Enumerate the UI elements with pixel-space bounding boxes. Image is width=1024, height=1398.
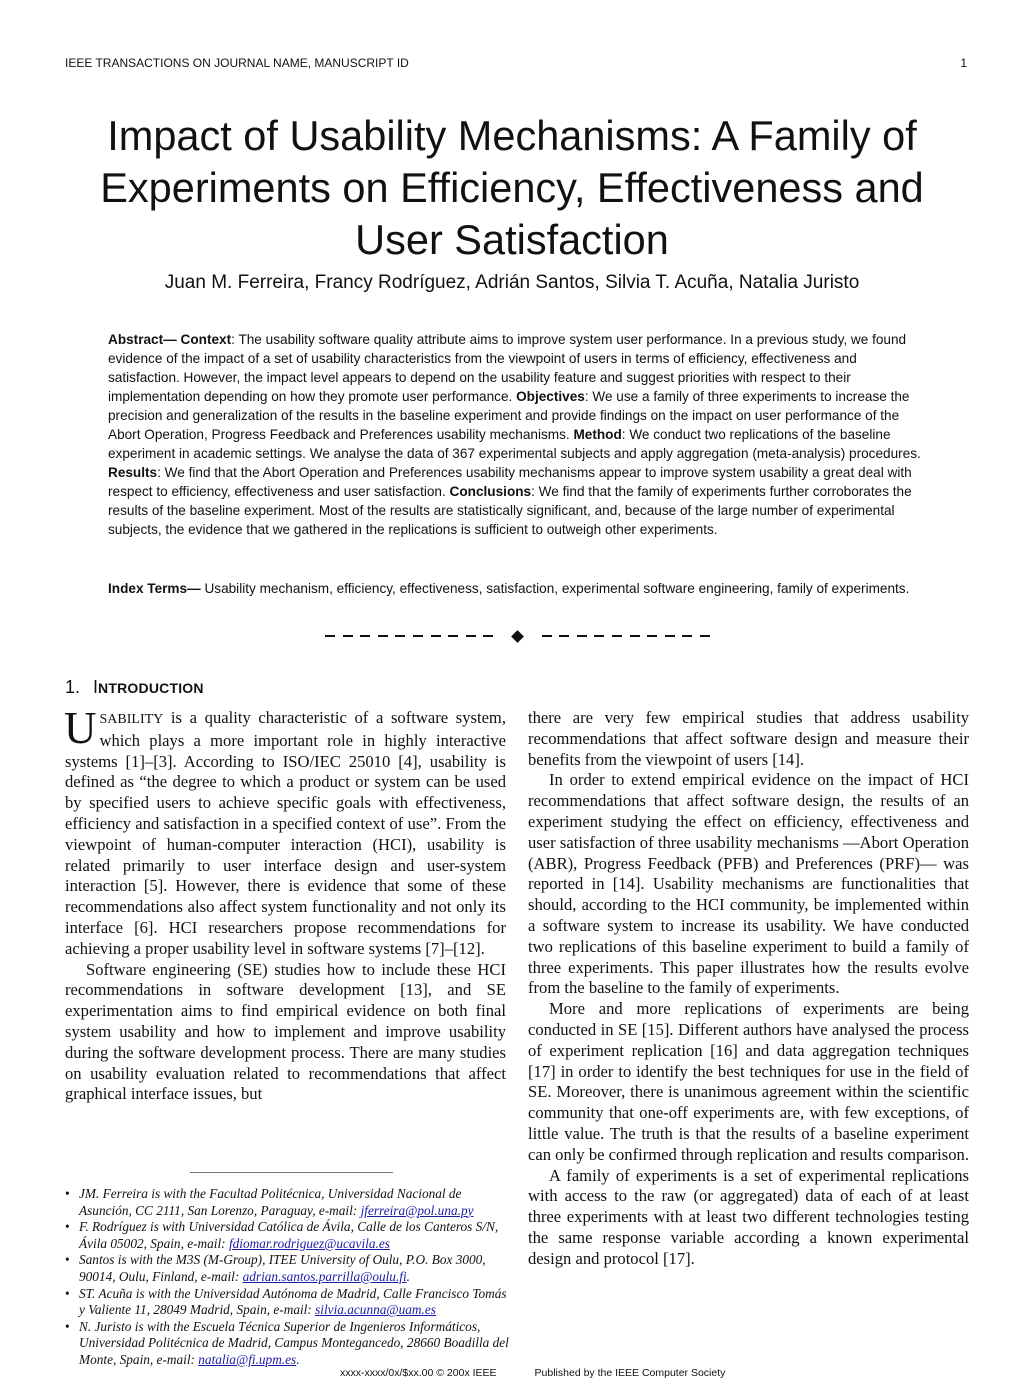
conclusions-text: : We find that the family of experiments further corroborates the results of the baseline experiment. Most of the results are statistically significant, and, because of the large number of experimental subjects, the evidence that we gathered in the replications is sufficient to outweigh other experiments.	[108, 484, 912, 537]
email-link[interactable]: silvia.acunna@uam.es	[315, 1302, 436, 1318]
footnote-item	[65, 1252, 510, 1285]
page-number: 1	[960, 56, 967, 70]
title-line: Impact of Usability Mechanisms: A Family of	[107, 112, 917, 159]
copyright-code: xxxx-xxxx/0x/$xx.00 © 200x IEEE	[340, 1367, 497, 1379]
title-line: User Satisfaction	[355, 216, 669, 263]
journal-name: IEEE TRANSACTIONS ON JOURNAL NAME, MANUSCRIPT ID	[65, 56, 409, 70]
results-label: Results	[108, 465, 158, 480]
footnote-item	[65, 1319, 510, 1369]
footnote-rule	[190, 1172, 393, 1173]
running-header	[65, 56, 967, 70]
footnote-punct: .	[406, 1268, 410, 1284]
objectives-label: Objectives	[516, 389, 585, 404]
paragraph: In order to extend empirical evidence on the impact of HCI recommendations that affect software design, the results of an experiment studying the effect on efficiency, effectiveness and user satisfaction of three usability mechanisms —Abort Operation (ABR), Progress Feedback (PFB) and Preferences (PRF)— was reported in [14]. Usability mechanisms are functionalities that should, according to the HCI community, be implemented within a software system to increase its usability. We have conducted two replications of this baseline experiment to build a family of three experiments. This paper illustrates how the results evolve from the baseline to the family of experiments.	[528, 770, 969, 998]
email-link[interactable]: adrian.santos.parrilla@oulu.fi	[242, 1268, 407, 1284]
section-number: 1.	[65, 677, 81, 697]
drop-cap: U	[64, 703, 97, 753]
footnote-item	[65, 1186, 510, 1219]
paragraph: Software engineering (SE) studies how to include these HCI recommendations in software development [13], and SE experimentation aims to find empirical evidence on both final system usability and how to implement and improve usability during the software development process. There are many studies on usability evaluation related to recommendations that affect graphical interface issues, but	[65, 959, 506, 1104]
smallcaps-lead: SABILITY	[99, 712, 164, 727]
section-divider	[325, 624, 710, 648]
footnote-item	[65, 1286, 510, 1319]
footnote-item	[65, 1219, 510, 1252]
author-footnotes	[65, 1186, 510, 1369]
results-text: : We find that the Abort Operation and Preferences usability mechanisms appear to improve system usability a great deal with respect to efficiency, effectiveness and user satisfaction.	[108, 465, 912, 499]
footnote-text: ST. Acuña is with the Universidad Autónoma de Madrid, Calle Francisco Tomás y Valiente 11, 28049 Madrid, Spain, e-mail:	[79, 1285, 507, 1318]
abstract-label: Abstract	[108, 332, 164, 347]
footnote-text: F. Rodríguez is with Universidad Católica de Ávila, Calle de los Canteros S/N, Ávila 05002, Spain, e-mail:	[79, 1219, 499, 1251]
email-link[interactable]: fdiomar.rodriguez@ucavila.es	[228, 1235, 390, 1251]
footnote-text: N. Juristo is with the Escuela Técnica Superior de Ingenieros Informáticos, Universidad Politécnica de Madrid, Campus Montegancedo, 28660 Boadilla del Monte, Spain, e-mail:	[79, 1318, 509, 1367]
objectives-text: : We use a family of three experiments to increase the precision and generalization of the results in the baseline experiment and provide findings on the impact on user performance of the Abort Operation, Progress Feedback and Preferences usability mechanisms.	[108, 389, 910, 442]
index-terms-dash: —	[187, 581, 201, 596]
footnote-punct: .	[296, 1351, 300, 1367]
title-line: Experiments on Efficiency, Effectiveness and	[100, 164, 924, 211]
paragraph-text: is a quality characteristic of a software system, which plays a more important role in highly interactive systems [1]–[3]. According to ISO/IEC 25010 [4], usability is defined as “the degree to which a product or system can be used by specified users to achieve specific goals with effectiveness, efficiency and satisfaction in a specified context of use”. From the viewpoint of human-computer interaction (HCI), usability is related primarily to user interface design and user-system interaction [5]. However, there is evidence that some of these recommendations also affect system functionality and not only its interface [6]. HCI researchers propose recommendations for achieving a proper usability level in software systems [7]–[12].	[65, 708, 506, 958]
abstract-dash: —	[163, 332, 181, 347]
paragraph	[64, 703, 506, 960]
section-first-letter: I	[93, 677, 99, 697]
right-column	[528, 708, 969, 1270]
footnote-text: Santos is with the M3S (M-Group), ITEE University of Oulu, P.O. Box 3000, 90014, Oulu, Finland, e-mail:	[79, 1252, 486, 1284]
context-text: : The usability software quality attribute aims to improve system user performance. In a previous study, we found evidence of the impact of a set of usability characteristics from the viewpoint of users in terms of efficiency, effectiveness and satisfaction. However, the impact level appears to depend on the usability feature and suggest priorities with respect to their implementation depending on how they promote user performance.	[108, 332, 907, 404]
footnote-text: JM. Ferreira is with the Facultad Politécnica, Universidad Nacional de Asunción, CC 2111, San Lorenzo, Paraguay, e-mail:	[79, 1186, 462, 1218]
paper-title	[40, 110, 984, 266]
page-footer	[340, 1367, 725, 1379]
context-label: Context	[180, 332, 232, 347]
section-heading	[65, 677, 204, 698]
paragraph: there are very few empirical studies that address usability recommendations that affect software design and measure their benefits from the viewpoint of users [14].	[528, 708, 969, 769]
index-terms	[108, 579, 928, 598]
method-text: : We conduct two replications of the baseline experiment in academic settings. We analyse the data of 367 experimental subjects and apply aggregation (meta-analysis) procedures.	[108, 427, 921, 461]
index-terms-text: Usability mechanism, efficiency, effectiveness, satisfaction, experimental software engineering, family of experiments.	[200, 581, 910, 596]
email-link[interactable]: natalia@fi.upm.es	[198, 1351, 297, 1367]
email-link[interactable]: jferreira@pol.una.py	[360, 1202, 474, 1218]
author-list: Juan M. Ferreira, Francy Rodríguez, Adrián Santos, Silvia T. Acuña, Natalia Juristo	[164, 272, 860, 293]
diamond-icon	[511, 630, 524, 643]
publisher: Published by the IEEE Computer Society	[534, 1367, 726, 1379]
abstract	[108, 330, 928, 539]
paragraph: More and more replications of experiments are being conducted in SE [15]. Different authors have analysed the process of experiment replication [16] and data aggregation techniques [17] in order to identify the best techniques for use in the field of SE. Moreover, there is unanimous agreement within the scientific community that one-off experiments are, with few exceptions, of little value. The truth is that the results of a baseline experiment can only be confirmed through replication and results comparison.	[528, 999, 969, 1164]
index-terms-label: Index Terms	[108, 581, 188, 596]
left-column	[64, 703, 506, 1105]
section-title: NTRODUCTION	[98, 680, 204, 696]
method-label: Method	[573, 427, 622, 442]
paragraph: A family of experiments is a set of experimental replications with access to the raw (or aggregated) data of each of at least three experiments with at least two different technologies testing the same response variable according a known experimental design and protocol [17].	[528, 1165, 969, 1268]
conclusions-label: Conclusions	[449, 484, 532, 499]
